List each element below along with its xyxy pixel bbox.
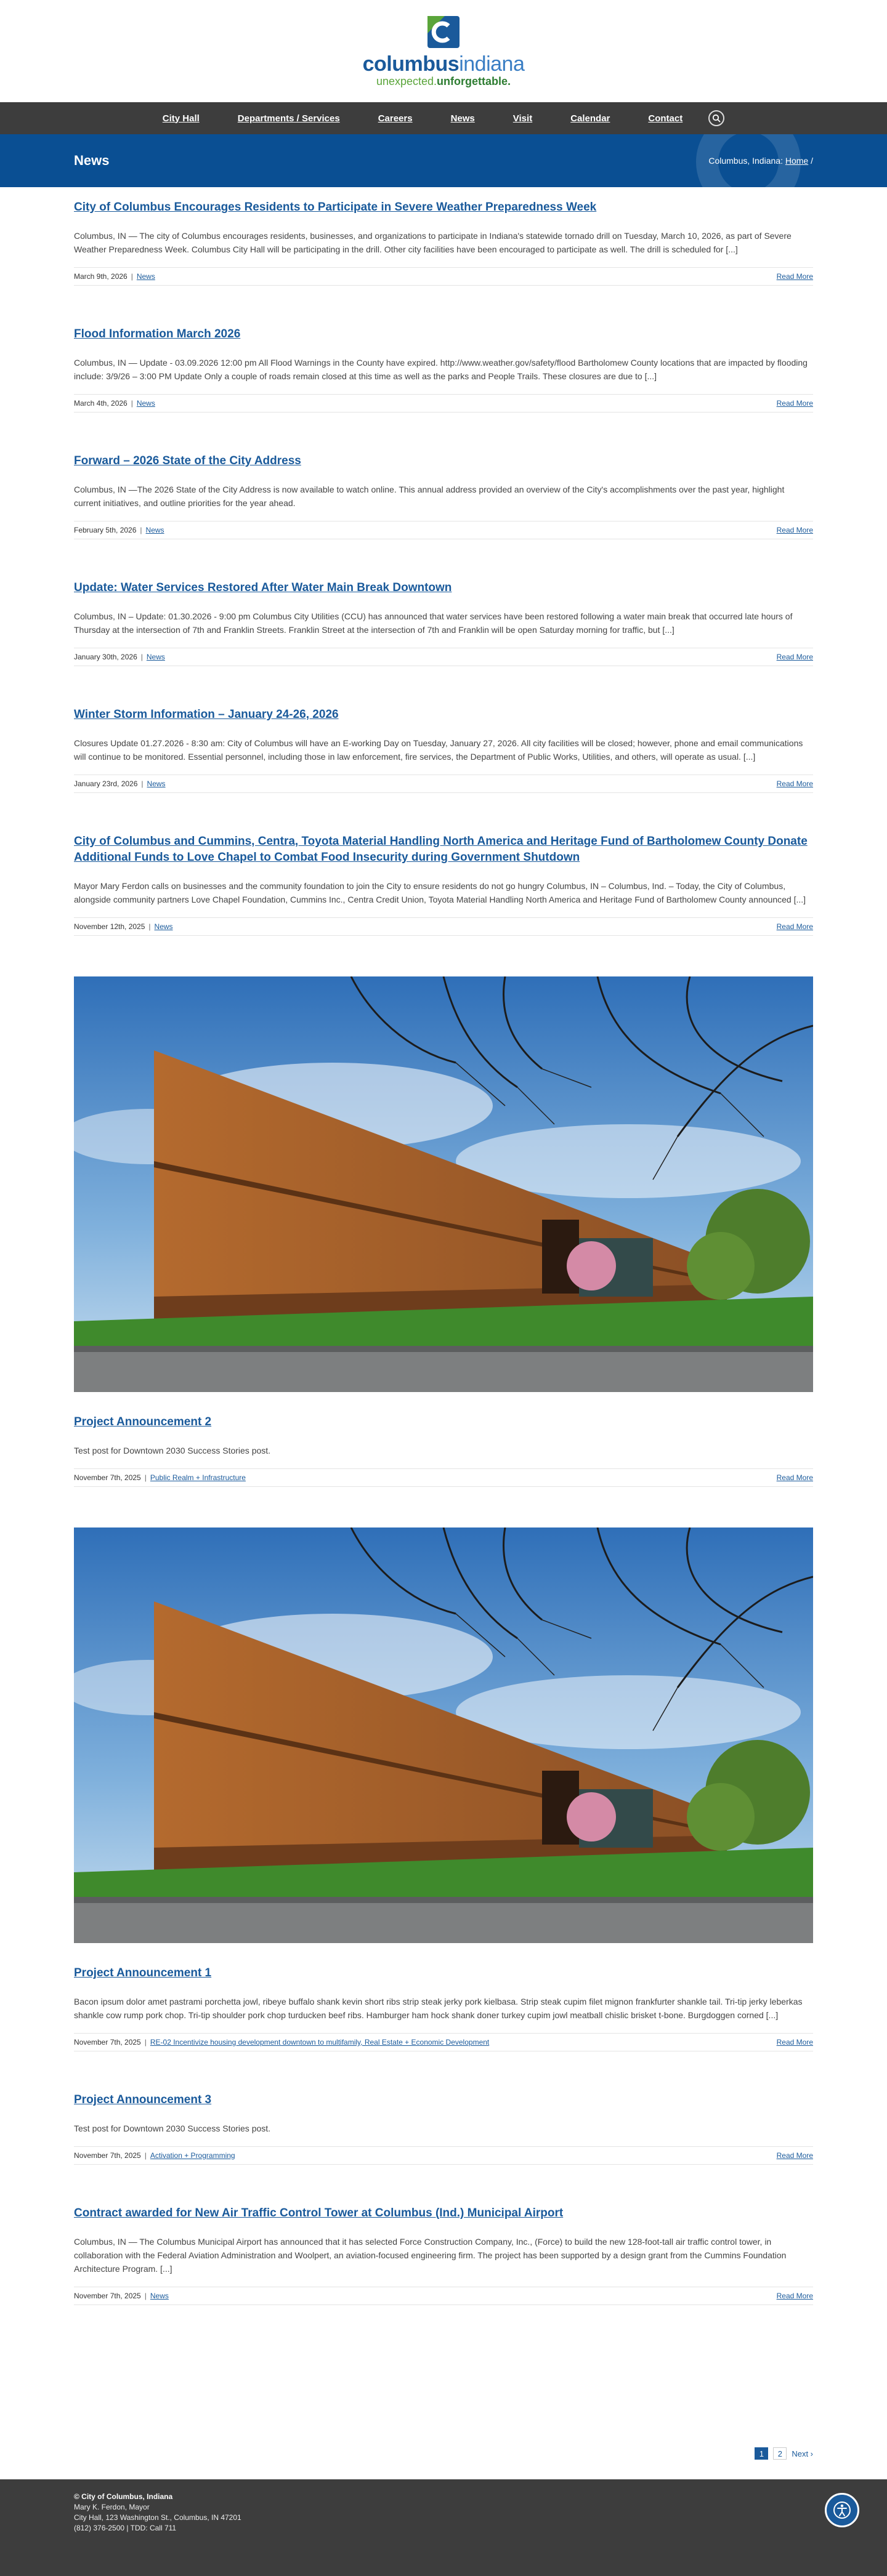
nav-item-departments[interactable]: Departments / Services: [237, 113, 340, 124]
post-excerpt: Mayor Mary Ferdon calls on businesses and the community foundation to join the City to ensure residents do not go hungry Columbus, IN – Columbus, Ind. – Today, the City of Columbus, alongside community partners Love Chapel Foundation, Cummins Inc., Centra Credit Union, Toyota Material Handling North America and Heritage Fund of Bartholomew County announced [...]: [74, 881, 806, 904]
breadcrumb-prefix: Columbus, Indiana:: [708, 156, 783, 166]
post-excerpt: Closures Update 01.27.2026 - 8:30 am: City of Columbus will have an E-working Day on Tuesday, January 27, 2026. All city facilities will be closed; however, phone and email communications will continue to be monitored. Essential personnel, including those in law enforcement, fire services, the Department of Public Works, Utilities, and others, will operate as usual. [...]: [74, 738, 803, 762]
news-post: [74, 199, 813, 286]
post-date: January 23rd, 2026: [74, 779, 138, 788]
post-title-link[interactable]: Contract awarded for New Air Traffic Control Tower at Columbus (Ind.) Municipal Airport: [74, 2207, 564, 2220]
post-meta: [74, 267, 813, 286]
post-title-link[interactable]: Project Announcement 1: [74, 1966, 212, 1979]
post-title-link[interactable]: Flood Information March 2026: [74, 328, 241, 340]
news-post: [74, 976, 813, 1487]
news-post: [74, 580, 813, 666]
read-more-link[interactable]: Read More: [776, 922, 813, 931]
post-category-link[interactable]: News: [136, 272, 155, 281]
post-excerpt: Columbus, IN — The city of Columbus encourages residents, businesses, and organizations to participate in Indiana's statewide tornado drill on Tuesday, March 10, 2026, as part of Severe Weather Preparedness Week. Columbus City Hall will be participating in the drill. Other city facilities have been encouraged to participate as well. The drill is scheduled for [...]: [74, 231, 792, 254]
post-category-link[interactable]: News: [147, 779, 166, 788]
logo-mark-icon: [426, 15, 461, 49]
post-excerpt: Columbus, IN — The Columbus Municipal Airport has announced that it has selected Force Construction Company, Inc., (Force) to build the new 128-foot-tall air traffic control tower, in collaboration with the Federal Aviation Administration and Woolpert, an aviation-focused engineering firm. The project has been supported by a design grant from the Cummins Foundation Architecture Program. [...]: [74, 2237, 787, 2274]
footer-org: © City of Columbus, Indiana: [74, 2492, 173, 2501]
post-meta-left: [74, 399, 155, 408]
post-category-link[interactable]: News: [154, 922, 173, 931]
meta-separator: |: [144, 1473, 147, 1482]
post-excerpt: Bacon ipsum dolor amet pastrami porchetta jowl, ribeye buffalo shank kevin short ribs strip steak jerky pork kielbasa. Strip steak cupim filet mignon frankfurter shankle tail. Tri-tip jerky leberkas shankle cow rump pork chop. Tri-tip shoulder pork chop turducken beef ribs. Hamburger ham hock shank doner turkey cupim jowl meatball chislic brisket t-bone. Burgdoggen corned [...]: [74, 1997, 803, 2020]
post-category-link[interactable]: News: [150, 2292, 169, 2300]
footer-mayor: Mary K. Ferdon, Mayor: [74, 2503, 150, 2511]
post-meta-left: [74, 2292, 169, 2300]
post-meta: [74, 394, 813, 413]
footer-phone: (812) 376-2500 | TDD: Call 711: [74, 2524, 177, 2532]
post-category-link[interactable]: RE-02 Incentivize housing development downtown to multifamily, Real Estate + Economic Development: [150, 2038, 490, 2047]
post-title-link[interactable]: Project Announcement 3: [74, 2093, 212, 2106]
post-meta-left: [74, 779, 166, 788]
logo-tagline: [376, 75, 511, 87]
news-post: [74, 1527, 813, 2051]
post-featured-image[interactable]: [74, 1527, 813, 1943]
site-footer: [0, 2479, 887, 2576]
accessibility-button[interactable]: [825, 2493, 859, 2527]
post-meta: [74, 1468, 813, 1487]
read-more-link[interactable]: Read More: [776, 2038, 813, 2047]
meta-separator: |: [131, 272, 133, 281]
post-category-link[interactable]: News: [146, 653, 165, 661]
meta-separator: |: [144, 2038, 147, 2047]
post-meta: [74, 917, 813, 936]
post-title-link[interactable]: City of Columbus and Cummins, Centra, Toyota Material Handling North America and Heritage Fund of Bartholomew County Donate Additional Funds to Love Chapel to Combat Food Insecurity during Government Shutdown: [74, 835, 808, 864]
read-more-link[interactable]: Read More: [776, 779, 813, 788]
post-featured-image[interactable]: [74, 976, 813, 1392]
site-logo[interactable]: [363, 15, 525, 87]
news-post: [74, 707, 813, 793]
site-header: [0, 0, 887, 102]
posts-list: [74, 187, 813, 2305]
post-meta: [74, 521, 813, 539]
page-1-button[interactable]: 1: [755, 2447, 768, 2460]
post-meta-left: [74, 272, 155, 281]
read-more-link[interactable]: Read More: [776, 2151, 813, 2160]
news-post: [74, 326, 813, 413]
post-date: November 7th, 2025: [74, 2151, 141, 2160]
page-2-button[interactable]: 2: [773, 2447, 787, 2460]
nav-item-visit[interactable]: Visit: [512, 113, 533, 124]
page-title-bar: [0, 134, 887, 187]
read-more-link[interactable]: Read More: [776, 399, 813, 408]
post-meta: [74, 775, 813, 793]
read-more-link[interactable]: Read More: [776, 1473, 813, 1482]
post-meta: [74, 648, 813, 666]
nav-item-careers[interactable]: Careers: [378, 113, 413, 124]
post-date: November 12th, 2025: [74, 922, 145, 931]
news-post: [74, 2092, 813, 2165]
nav-item-calendar[interactable]: Calendar: [570, 113, 610, 124]
meta-separator: |: [144, 2292, 147, 2300]
breadcrumb-separator: /: [811, 156, 813, 166]
breadcrumb-home-link[interactable]: Home: [785, 156, 809, 166]
post-meta-left: [74, 922, 173, 931]
post-title-link[interactable]: City of Columbus Encourages Residents to Participate in Severe Weather Preparedness Week: [74, 201, 597, 214]
post-category-link[interactable]: Public Realm + Infrastructure: [150, 1473, 246, 1482]
breadcrumb: [708, 156, 813, 166]
logo-tagline-plain: unexpected.: [376, 75, 437, 87]
meta-separator: |: [141, 779, 144, 788]
post-excerpt: Columbus, IN – Update: 01.30.2026 - 9:00 pm Columbus City Utilities (CCU) has announced that water services have been restored following a water main break that occurred late hours of Thursday at the intersection of 7th and Franklin Streets. Franklin Street at the intersection of 7th and Franklin will be open Saturday morning for traffic, but [...]: [74, 611, 793, 635]
post-date: November 7th, 2025: [74, 2292, 141, 2300]
post-date: November 7th, 2025: [74, 2038, 141, 2047]
news-post: [74, 834, 813, 936]
meta-separator: |: [148, 922, 151, 931]
main-nav: [0, 102, 887, 134]
post-date: February 5th, 2026: [74, 526, 137, 534]
next-page-link[interactable]: Next ›: [792, 2449, 813, 2458]
post-excerpt: Columbus, IN —The 2026 State of the City Address is now available to watch online. This annual address provided an overview of the City's accomplishments over the past year, highlight current initiatives, and outline priorities for the year ahead.: [74, 485, 785, 508]
news-post: [74, 453, 813, 539]
page-title: News: [74, 153, 110, 168]
post-meta-left: [74, 1473, 246, 1482]
building-photo: [74, 1527, 813, 1943]
logo-wordmark-bold: columbus: [362, 52, 460, 76]
accessibility-icon: [833, 2501, 851, 2519]
meta-separator: |: [140, 526, 142, 534]
post-meta-left: [74, 2038, 489, 2047]
nav-item-contact[interactable]: Contact: [648, 113, 683, 124]
nav-item-news[interactable]: News: [450, 113, 475, 124]
news-post: [74, 2205, 813, 2305]
logo-tagline-bold: unforgettable.: [437, 75, 511, 87]
meta-separator: |: [140, 653, 143, 661]
post-meta-left: [74, 2151, 235, 2160]
post-title-link[interactable]: Forward – 2026 State of the City Address: [74, 454, 301, 467]
post-date: March 9th, 2026: [74, 272, 128, 281]
nav-item-city-hall[interactable]: City Hall: [162, 113, 200, 124]
meta-separator: |: [131, 399, 133, 408]
post-meta-left: [74, 526, 164, 534]
search-icon[interactable]: [708, 110, 724, 126]
post-date: January 30th, 2026: [74, 653, 137, 661]
meta-separator: |: [144, 2151, 147, 2160]
read-more-link[interactable]: Read More: [776, 526, 813, 534]
post-excerpt: Columbus, IN — Update - 03.09.2026 12:00 pm All Flood Warnings in the County have expired. http://www.weather.gov/safety/flood Bartholomew County locations that are impacted by flooding include: 3/9/26 – 3:00 PM Update Only a couple of roads remain closed at this time as well as the parks and People Trails. These closures are due to [...]: [74, 358, 808, 381]
post-title-link[interactable]: Winter Storm Information – January 24-26, 2026: [74, 708, 339, 721]
read-more-link[interactable]: Read More: [776, 2292, 813, 2300]
post-meta: [74, 2287, 813, 2305]
post-date: March 4th, 2026: [74, 399, 128, 408]
post-meta-left: [74, 653, 165, 661]
logo-wordmark: [363, 53, 525, 75]
post-category-link[interactable]: News: [145, 526, 164, 534]
post-excerpt: Test post for Downtown 2030 Success Stories post.: [74, 1446, 271, 1455]
read-more-link[interactable]: Read More: [776, 272, 813, 281]
post-title-link[interactable]: Update: Water Services Restored After Water Main Break Downtown: [74, 581, 452, 594]
post-category-link[interactable]: News: [136, 399, 155, 408]
post-meta: [74, 2146, 813, 2165]
read-more-link[interactable]: Read More: [776, 653, 813, 661]
post-meta: [74, 2033, 813, 2051]
post-date: November 7th, 2025: [74, 1473, 141, 1482]
post-category-link[interactable]: Activation + Programming: [150, 2151, 235, 2160]
pagination: [74, 2447, 813, 2460]
post-excerpt: Test post for Downtown 2030 Success Stories post.: [74, 2123, 271, 2133]
logo-wordmark-light: indiana: [459, 52, 525, 76]
footer-address: City Hall, 123 Washington St., Columbus, IN 47201: [74, 2513, 241, 2522]
post-title-link[interactable]: Project Announcement 2: [74, 1415, 212, 1428]
building-photo: [74, 976, 813, 1392]
